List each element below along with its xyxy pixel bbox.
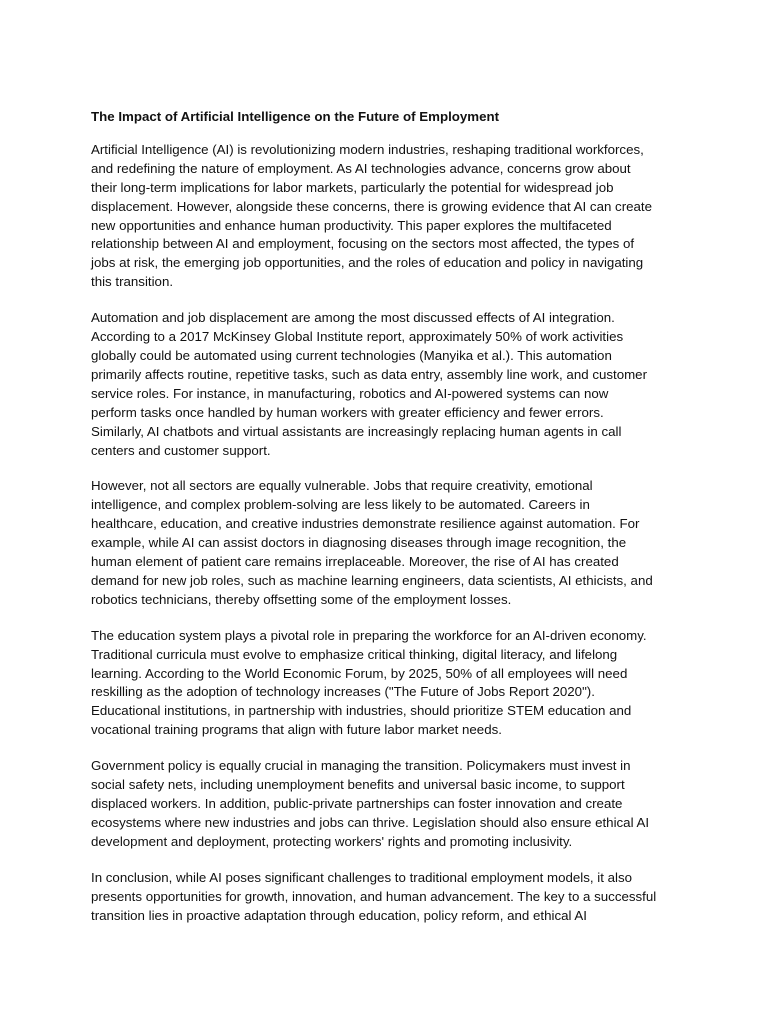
paragraph-line: reskilling as the adoption of technology increases ("The Future of Jobs Report 2020"). (91, 684, 595, 700)
paragraph-line: ecosystems where new industries and jobs can thrive. Legislation should also ensure ethical AI (91, 814, 650, 830)
paragraph-line: social safety nets, including unemployment benefits and universal basic income, to support (91, 777, 625, 793)
paragraph-line: learning. According to the World Economic Forum, by 2025, 50% of all employees will need (91, 665, 628, 681)
paragraph-line: Artificial Intelligence (AI) is revolutionizing modern industries, reshaping traditional workforces, (91, 141, 644, 157)
paragraph-line: jobs at risk, the emerging job opportunities, and the roles of education and policy in navigating (91, 255, 644, 271)
paragraph-line: However, not all sectors are equally vulnerable. Jobs that require creativity, emotional (91, 478, 593, 494)
paragraph-line: healthcare, education, and creative industries demonstrate resilience against automation. For (91, 516, 640, 532)
paragraph-line: displaced workers. In addition, public-private partnerships can foster innovation and create (91, 796, 623, 811)
paragraph-line: primarily affects routine, repetitive tasks, such as data entry, assembly line work, and customer (91, 366, 647, 382)
paragraph-line: Government policy is equally crucial in managing the transition. Policymakers must invest in (91, 758, 631, 774)
paragraph-line: displacement. However, alongside these concerns, there is growing evidence that AI can create (91, 198, 653, 214)
body-paragraph (91, 309, 688, 460)
paragraph-line: service roles. For instance, in manufacturing, robotics and AI-powered systems can now (91, 385, 609, 401)
paragraph-line: example, while AI can assist doctors in diagnosing diseases through image recognition, the (91, 535, 627, 551)
paragraph-line: Automation and job displacement are among the most discussed effects of AI integration. (91, 310, 615, 326)
paragraph-line: Educational institutions, in partnership with industries, should prioritize STEM education and (91, 703, 632, 719)
body-paragraph (91, 627, 688, 740)
paragraph-line: perform tasks once handled by human workers with greater efficiency and fewer errors. (91, 404, 604, 420)
paragraph-line: In conclusion, while AI poses significant challenges to traditional employment models, it also (91, 869, 633, 885)
paragraph-line: intelligence, and complex problem-solving are less likely to be automated. Careers in (91, 497, 590, 513)
body-paragraph (91, 477, 688, 609)
document-title: The Impact of Artificial Intelligence on the Future of Employment (91, 109, 500, 124)
paragraph-line: globally could be automated using current technologies (Manyika et al.). This automation (91, 347, 612, 363)
paragraph-line: Traditional curricula must evolve to emphasize critical thinking, digital literacy, and lifelong (91, 646, 618, 662)
paragraph-line: and redefining the nature of employment. As AI technologies advance, concerns grow about (91, 160, 631, 176)
paragraph-line: this transition. (91, 274, 174, 290)
paragraph-line: The education system plays a pivotal role in preparing the workforce for an AI-driven economy. (91, 627, 647, 643)
body-paragraph (91, 757, 688, 852)
paragraph-line: robotics technicians, thereby offsetting some of the employment losses. (91, 591, 512, 607)
body-paragraph (91, 869, 688, 926)
document-body (91, 141, 688, 926)
paragraph-line: development and deployment, protecting workers' rights and promoting inclusivity. (91, 833, 573, 849)
paragraph-line: relationship between AI and employment, focusing on the sectors most affected, the types of (91, 236, 635, 252)
paragraph-line: their long-term implications for labor markets, particularly the potential for widespread job (91, 179, 614, 195)
paragraph-line: transition lies in proactive adaptation through education, policy reform, and ethical AI (91, 907, 587, 923)
body-paragraph (91, 141, 688, 292)
paragraph-line: vocational training programs that align with future labor market needs. (91, 722, 502, 738)
paragraph-line: human element of patient care remains irreplaceable. Moreover, the rise of AI has created (91, 554, 619, 570)
paragraph-line: According to a 2017 McKinsey Global Institute report, approximately 50% of work activities (91, 329, 624, 345)
paragraph-line: new opportunities and enhance human productivity. This paper explores the multifaceted (91, 217, 612, 233)
paragraph-line: Similarly, AI chatbots and virtual assistants are increasingly replacing human agents in call (91, 423, 622, 439)
paragraph-line: demand for new job roles, such as machine learning engineers, data scientists, AI ethicists, and (91, 572, 653, 588)
paragraph-line: presents opportunities for growth, innovation, and human advancement. The key to a successful (91, 888, 657, 904)
paragraph-line: centers and customer support. (91, 442, 271, 458)
